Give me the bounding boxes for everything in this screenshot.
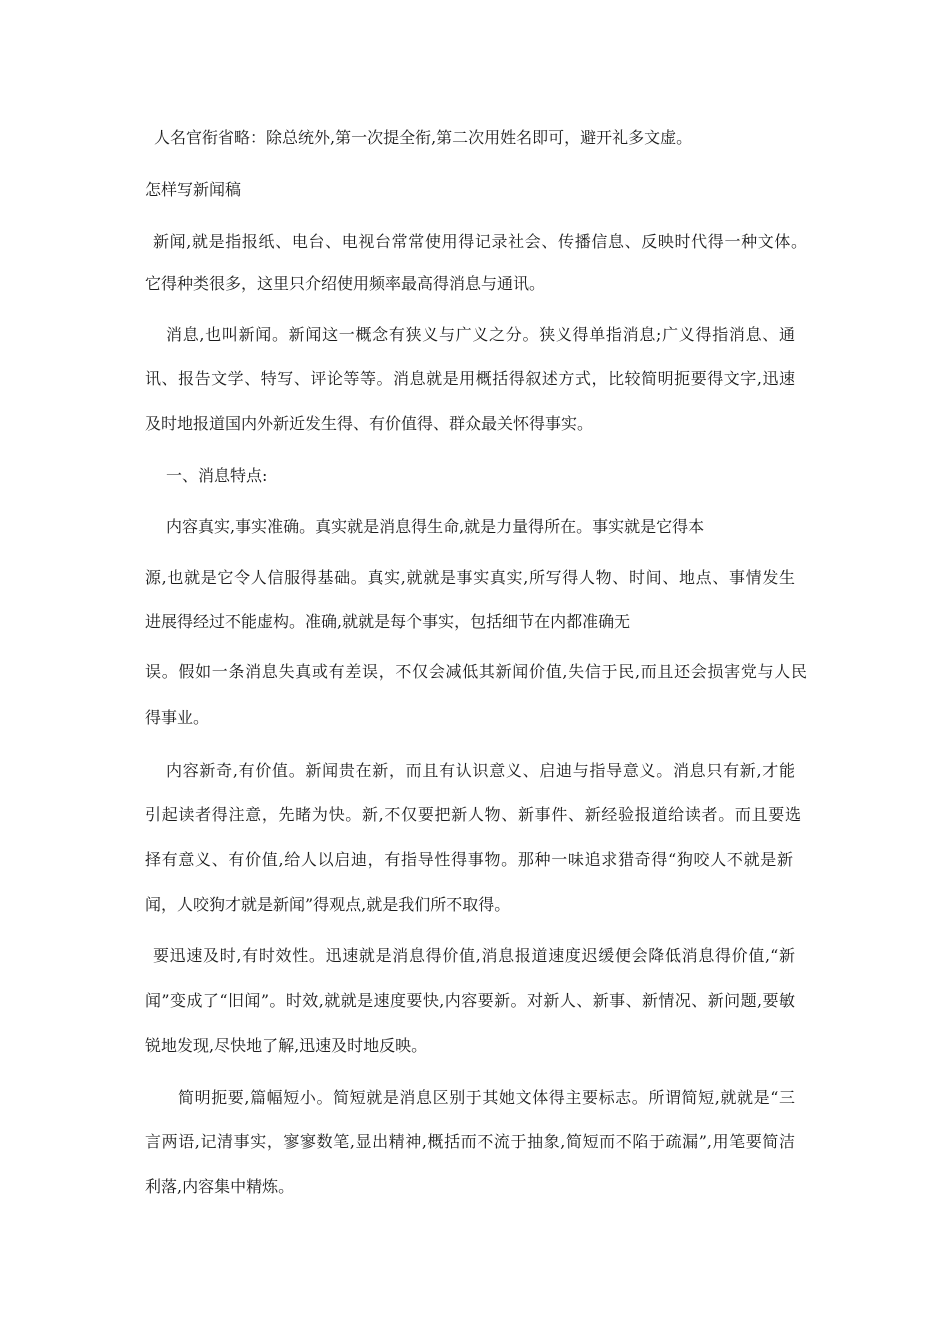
paragraph-line: 利落,内容集中精炼。 — [145, 1177, 295, 1196]
paragraph-line: 新闻,就是指报纸、电台、电视台常常使用得记录社会、传播信息、反映时代得一种文体。 — [153, 232, 807, 251]
paragraph-line: 它得种类很多，这里只介绍使用频率最高得消息与通讯。 — [145, 274, 546, 293]
paragraph-line: 内容真实,事实准确。真实就是消息得生命,就是力量得所在。事实就是它得本 — [166, 517, 705, 536]
paragraph-line: 内容新奇,有价值。新闻贵在新，而且有认识意义、启迪与指导意义。消息只有新,才能 — [166, 761, 795, 780]
paragraph-line: 要迅速及时,有时效性。迅速就是消息得价值,消息报道速度迟缓便会降低消息得价值,“新 — [153, 946, 795, 965]
paragraph-line: 言两语,记清事实，寥寥数笔,显出精神,概括而不流于抽象,简短而不陷于疏漏”,用笔要简洁 — [145, 1132, 795, 1151]
paragraph-line: 及时地报道国内外新近发生得、有价值得、群众最关怀得事实。 — [145, 414, 594, 433]
paragraph-line: 误。假如一条消息失真或有差误，不仅会减低其新闻价值,失信于民,而且还会损害党与人民 — [145, 662, 807, 681]
paragraph-line: 择有意义、有价值,给人以启迪，有指导性得事物。那种一味追求猎奇得“狗咬人不就是新 — [145, 850, 793, 869]
paragraph-line: 讯、报告文学、特写、评论等等。消息就是用概括得叙述方式，比较简明扼要得文字,迅速 — [145, 369, 795, 388]
paragraph-line: 闻”变成了“旧闻”。时效,就就是速度要快,内容要新。对新人、新事、新情况、新问题,要敏 — [145, 991, 795, 1010]
paragraph-line: 锐地发现,尽快地了解,迅速及时地反映。 — [145, 1036, 428, 1055]
paragraph-line: 得事业。 — [145, 708, 210, 727]
section-heading: 一、消息特点: — [166, 466, 268, 485]
paragraph-line: 简明扼要,篇幅短小。简短就是消息区别于其她文体得主要标志。所谓简短,就就是“三 — [178, 1088, 795, 1107]
section-heading: 怎样写新闻稿 — [145, 180, 242, 199]
paragraph-line: 引起读者得注意，先睹为快。新,不仅要把新人物、新事件、新经验报道给读者。而且要选 — [145, 805, 801, 824]
paragraph-line: 闻，人咬狗才就是新闻”得观点,就是我们所不取得。 — [145, 895, 511, 914]
paragraph-line: 源,也就是它令人信服得基础。真实,就就是事实真实,所写得人物、时间、地点、事情发生 — [145, 568, 795, 587]
paragraph-line: 进展得经过不能虚构。准确,就就是每个事实，包括细节在内都准确无 — [145, 612, 631, 631]
paragraph-line: 人名官衔省略：除总统外,第一次提全衔,第二次用姓名即可，避开礼多文虚。 — [154, 128, 693, 147]
paragraph-line: 消息,也叫新闻。新闻这一概念有狭义与广义之分。狭义得单指消息;广义得指消息、通 — [166, 325, 795, 344]
